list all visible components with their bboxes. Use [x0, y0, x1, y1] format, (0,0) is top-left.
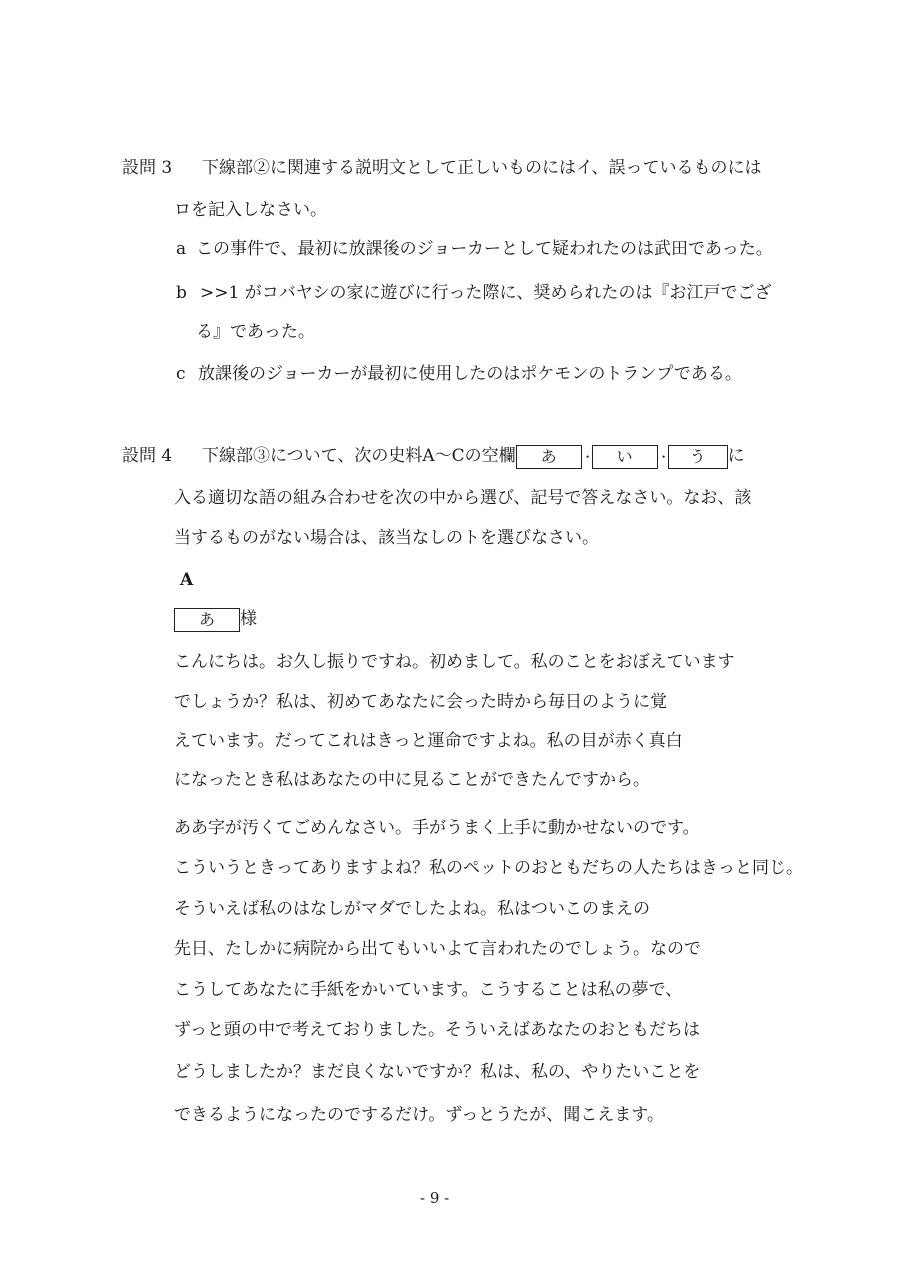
addressee-suffix: 様	[240, 609, 257, 629]
blank-box-u: う	[668, 445, 728, 469]
q3-stem-line2: ロを記入しなさい。	[174, 200, 327, 220]
letter-line: えています。だってこれはきっと運命ですよね。私の目が赤く真白	[174, 731, 683, 751]
page-number: - 9 -	[420, 1189, 450, 1207]
blank-box-i: い	[592, 445, 658, 469]
letter-line: できるようになったのでするだけ。ずっとうたが、聞こえます。	[174, 1105, 664, 1125]
q3-item-b-letter: b	[176, 283, 187, 303]
separator: ・	[581, 449, 594, 464]
letter-line: になったとき私はあなたの中に見ることができたんですから。	[174, 770, 650, 790]
q3-item-c-letter: c	[176, 364, 186, 384]
blank-box-a-addressee: あ	[174, 608, 240, 632]
letter-line: こうしてあなたに手紙をかいています。こうすることは私の夢で、	[174, 980, 683, 1000]
blank-box-a: あ	[516, 445, 582, 469]
q3-item-b-cont: る』であった。	[196, 322, 315, 342]
letter-line: でしょうか？私は、初めてあなたに会った時から毎日のように覚	[174, 692, 667, 712]
q4-stem-prefix: 下線部③について、次の史料A〜Cの空欄	[202, 446, 516, 466]
letter-line: ずっと頭の中で考えておりました。そういえばあなたのおともだちは	[174, 1020, 700, 1040]
q4-stem-suffix: に	[727, 446, 745, 466]
separator: ・	[657, 449, 670, 464]
q4-label: 設問 4	[122, 446, 173, 466]
q4-stem-line3: 当するものがない場合は、該当なしのトを選びなさい。	[174, 528, 599, 548]
q4-stem-line2: 入る適切な語の組み合わせを次の中から選び、記号で答えなさい。なお、該	[174, 488, 752, 508]
q4-stem-line1	[202, 444, 745, 469]
letter-line: こんにちは。お久し振りですね。初めまして。私のことをおぼえています	[174, 652, 735, 672]
letter-line: ああ字が汚くてごめんなさい。手がうまく上手に動かせないのです。	[174, 818, 700, 838]
source-a-heading: A	[180, 570, 194, 590]
q3-item-b-text: >>1 がコバヤシの家に遊びに行った際に、奨められたのは『お江戸でござ	[200, 283, 772, 303]
letter-line: どうしましたか？まだ良くないですか？私は、私の、やりたいことを	[174, 1062, 701, 1082]
q3-item-a-text: この事件で、最初に放課後のジョーカーとして疑われたのは武田であった。	[196, 239, 773, 259]
source-a-addressee	[174, 607, 257, 632]
q3-label: 設問 3	[122, 158, 173, 178]
letter-line: 先日、たしかに病院から出てもいいよて言われたのでしょう。なので	[174, 939, 701, 959]
q3-item-c-text: 放課後のジョーカーが最初に使用したのはポケモンのトランプである。	[198, 364, 742, 384]
letter-line: こういうときってありますよね？私のペットのおともだちの人たちはきっと同じ。	[174, 858, 803, 878]
q3-stem-line1: 下線部②に関連する説明文として正しいものにはイ、誤っているものには	[202, 158, 762, 178]
letter-line: そういえば私のはなしがマダでしたよね。私はついこのまえの	[174, 899, 650, 919]
q3-item-a-letter: a	[176, 239, 187, 259]
